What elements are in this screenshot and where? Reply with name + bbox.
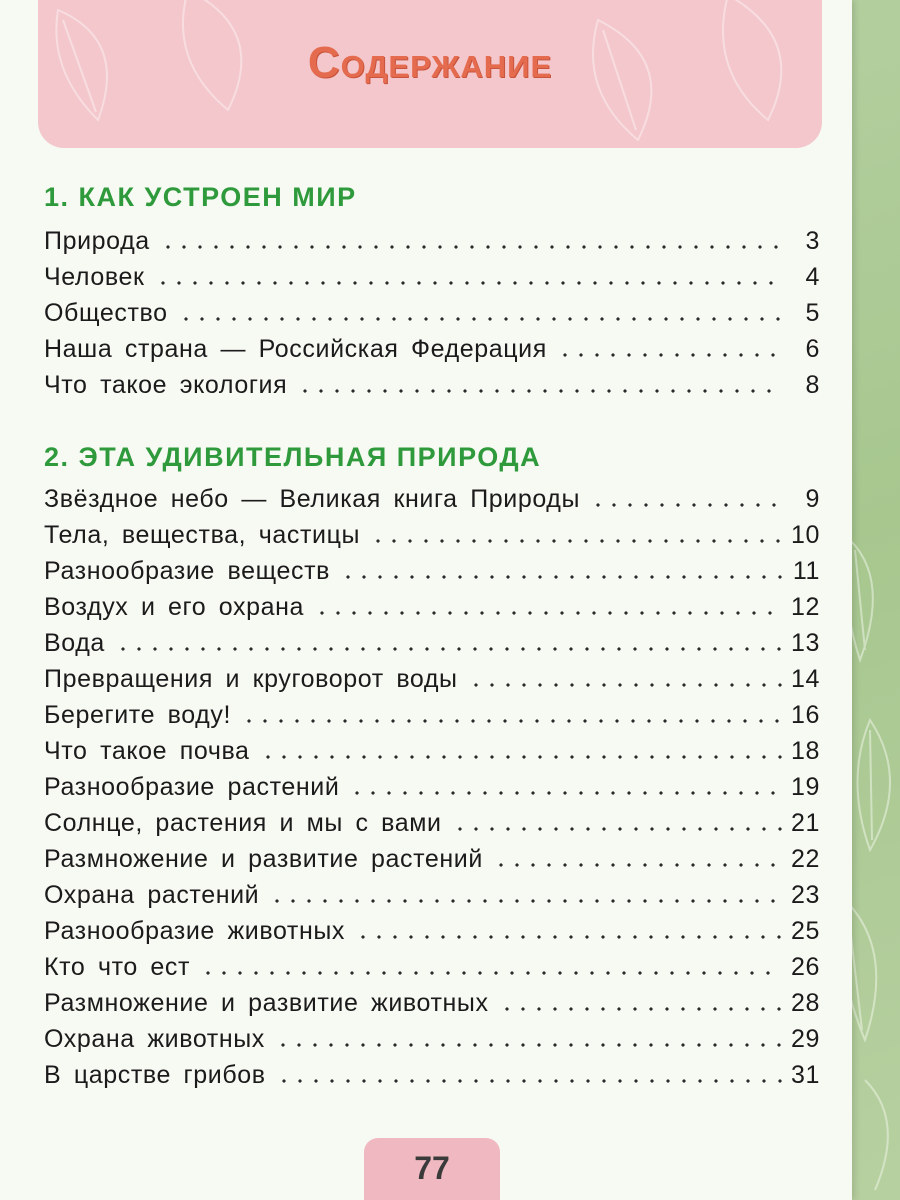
toc-entry[interactable] <box>44 256 820 292</box>
page-number: 77 <box>414 1150 450 1186</box>
toc-entry-page: 19 <box>790 773 820 801</box>
toc-entry-title: Берегите воду! <box>44 701 232 729</box>
toc-entry[interactable] <box>44 1018 820 1054</box>
dot-leader <box>241 719 782 723</box>
dot-leader <box>297 389 782 393</box>
toc-entry-page: 25 <box>790 917 820 945</box>
toc-entry[interactable] <box>44 550 820 586</box>
dot-leader <box>275 1043 782 1047</box>
toc-entry[interactable] <box>44 586 820 622</box>
toc-entry[interactable] <box>44 694 820 730</box>
toc-entry[interactable] <box>44 802 820 838</box>
dot-leader <box>499 1007 782 1011</box>
toc-entry-title: Разнообразие растений <box>44 773 340 801</box>
dot-leader <box>557 353 782 357</box>
toc-entry-page: 16 <box>790 701 820 729</box>
dot-leader <box>452 827 782 831</box>
dot-leader <box>260 755 782 759</box>
toc-entry-title: Размножение и развитие растений <box>44 845 483 873</box>
toc-entry-page: 9 <box>805 485 820 513</box>
dot-leader <box>355 935 782 939</box>
toc-entry[interactable] <box>44 478 820 514</box>
toc-entry-page: 23 <box>790 881 820 909</box>
toc-entry-title: В царстве грибов <box>44 1061 266 1089</box>
toc-entry[interactable] <box>44 220 820 256</box>
dot-leader <box>115 647 782 651</box>
dot-leader <box>493 863 782 867</box>
page-title: Содержание <box>307 38 553 87</box>
toc-entry-title: Наша страна — Российская Федерация <box>44 335 547 363</box>
dot-leader <box>468 683 782 687</box>
toc-entry[interactable] <box>44 328 820 364</box>
dot-leader <box>370 539 782 543</box>
toc-entry-page: 5 <box>805 299 820 327</box>
toc-entry[interactable] <box>44 364 820 400</box>
toc-entry-title: Разнообразие веществ <box>44 557 330 585</box>
toc-entry[interactable] <box>44 874 820 910</box>
toc-entry-page: 29 <box>790 1025 820 1053</box>
toc-entry-page: 4 <box>805 263 820 291</box>
toc-entry[interactable] <box>44 838 820 874</box>
toc-entry[interactable] <box>44 658 820 694</box>
toc-entry[interactable] <box>44 766 820 802</box>
toc-entry-page: 21 <box>790 809 820 837</box>
toc-entry-page: 26 <box>790 953 820 981</box>
dot-leader <box>314 611 782 615</box>
toc-entry-page: 14 <box>790 665 820 693</box>
toc-entry[interactable] <box>44 730 820 766</box>
toc-entry[interactable] <box>44 982 820 1018</box>
toc-entry-page: 3 <box>805 227 820 255</box>
toc-entry[interactable] <box>44 622 820 658</box>
toc-entry-title: Что такое экология <box>44 371 288 399</box>
toc-entry-title: Что такое почва <box>44 737 250 765</box>
toc-entry-title: Размножение и развитие животных <box>44 989 489 1017</box>
section-heading: 1. КАК УСТРОЕН МИР <box>44 182 357 212</box>
dot-leader <box>276 1079 782 1083</box>
toc-entry-title: Воздух и его охрана <box>44 593 305 621</box>
toc-entry-title: Разнообразие животных <box>44 917 346 945</box>
dot-leader <box>269 899 782 903</box>
dot-leader <box>200 971 782 975</box>
toc-entry-title: Общество <box>44 299 168 327</box>
toc-entry-title: Вода <box>44 629 105 657</box>
toc-entry-page: 18 <box>790 737 820 765</box>
toc-entry-page: 10 <box>790 521 820 549</box>
toc-entry-page: 31 <box>790 1061 820 1089</box>
toc-entry-page: 12 <box>790 593 820 621</box>
toc-entry-page: 28 <box>790 989 820 1017</box>
dot-leader <box>590 503 782 507</box>
toc-entry-page: 22 <box>790 845 820 873</box>
toc-entry-page: 11 <box>792 557 820 585</box>
toc-entry-title: Природа <box>44 227 150 255</box>
toc-entry-page: 13 <box>790 629 820 657</box>
dot-leader <box>155 281 782 285</box>
toc-entry-title: Превращения и круговорот воды <box>44 665 458 693</box>
dot-leader <box>160 245 782 249</box>
toc-entry-title: Звёздное небо — Великая книга Природы <box>44 485 581 513</box>
toc-entry-title: Человек <box>44 263 145 291</box>
toc-entry-title: Тела, вещества, частицы <box>44 521 361 549</box>
toc-entry[interactable] <box>44 946 820 982</box>
toc-entry[interactable] <box>44 292 820 328</box>
section-heading: 2. ЭТА УДИВИТЕЛЬНАЯ ПРИРОДА <box>44 442 542 472</box>
dot-leader <box>178 317 782 321</box>
toc-entry-title: Кто что ест <box>44 953 191 981</box>
toc-entry-page: 8 <box>805 371 820 399</box>
dot-leader <box>349 791 782 795</box>
toc-entry-title: Солнце, растения и мы с вами <box>44 809 442 837</box>
toc-entry[interactable] <box>44 910 820 946</box>
toc-entry[interactable] <box>44 514 820 550</box>
toc-entry[interactable] <box>44 1054 820 1090</box>
toc-entry-title: Охрана растений <box>44 881 260 909</box>
toc-entry-title: Охрана животных <box>44 1025 265 1053</box>
toc-entry-page: 6 <box>805 335 820 363</box>
dot-leader <box>340 575 782 579</box>
